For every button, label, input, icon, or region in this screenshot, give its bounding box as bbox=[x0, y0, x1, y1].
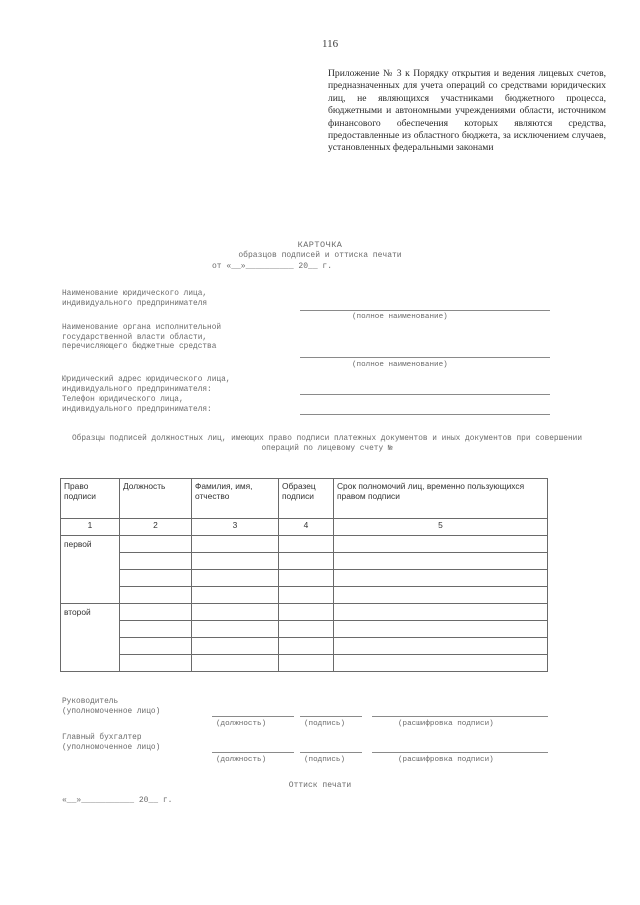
legal-entity-line[interactable] bbox=[300, 310, 550, 311]
table-cell[interactable] bbox=[120, 536, 192, 553]
table-row bbox=[61, 655, 548, 672]
authority-label: Наименование органа исполнительной государственной власти области, перечисляющего бюджетные средства bbox=[62, 324, 222, 351]
table-cell[interactable] bbox=[334, 604, 548, 621]
table-cell[interactable] bbox=[279, 655, 334, 672]
samples-heading: Образцы подписей должностных лиц, имеющих право подписи платежных документов и иных документов при совершении операций по лицевому счету № bbox=[72, 435, 582, 453]
table-cell[interactable] bbox=[334, 570, 548, 587]
accountant-label: Главный бухгалтер (уполномоченное лицо) bbox=[62, 734, 161, 752]
table-cell[interactable] bbox=[279, 536, 334, 553]
col-number: 5 bbox=[334, 519, 548, 536]
table-number-row bbox=[61, 519, 548, 536]
stamp-label: Оттиск печати bbox=[288, 781, 352, 790]
table-cell[interactable] bbox=[279, 570, 334, 587]
accountant-position-line[interactable] bbox=[212, 752, 294, 753]
card-title: КАРТОЧКА bbox=[297, 240, 343, 250]
head-signature-hint: (подпись) bbox=[304, 720, 346, 728]
phone-label: Телефон юридического лица, индивидуального предпринимателя: bbox=[62, 396, 212, 414]
table-cell[interactable] bbox=[279, 604, 334, 621]
table-cell[interactable] bbox=[279, 638, 334, 655]
appendix-note: Приложение № 3 к Порядку открытия и ведения лицевых счетов, предназначенных для учета операций со средствами юридических лиц, не являющихся участниками бюджетного процесса, бюджетными и автономными учреждениями области, источником финансового обеспечения которых являются средства, предоставленные из областного бюджета, за исключением случаев, установленных федеральными законами bbox=[328, 68, 606, 154]
table-header-row bbox=[61, 479, 548, 519]
head-label: Руководитель (уполномоченное лицо) bbox=[62, 698, 161, 716]
header-position: Должность bbox=[120, 479, 192, 519]
table-cell[interactable] bbox=[192, 553, 279, 570]
card-subtitle: образцов подписей и оттиска печати bbox=[238, 251, 402, 260]
col-number: 4 bbox=[279, 519, 334, 536]
table-cell[interactable] bbox=[120, 655, 192, 672]
legal-entity-hint: (полное наименование) bbox=[352, 313, 448, 321]
first-signature-label: первой bbox=[61, 536, 120, 604]
table-row bbox=[61, 536, 548, 553]
head-signature-line[interactable] bbox=[300, 716, 362, 717]
table-cell[interactable] bbox=[334, 638, 548, 655]
table-cell[interactable] bbox=[120, 553, 192, 570]
signatures-table bbox=[60, 478, 548, 672]
table-cell[interactable] bbox=[120, 570, 192, 587]
head-decoding-hint: (расшифровка подписи) bbox=[398, 720, 494, 728]
phone-line[interactable] bbox=[300, 414, 550, 415]
table-row bbox=[61, 638, 548, 655]
table-cell[interactable] bbox=[334, 553, 548, 570]
table-cell[interactable] bbox=[279, 553, 334, 570]
accountant-decoding-hint: (расшифровка подписи) bbox=[398, 756, 494, 764]
head-decoding-line[interactable] bbox=[372, 716, 548, 717]
table-cell[interactable] bbox=[192, 621, 279, 638]
table-cell[interactable] bbox=[192, 655, 279, 672]
col-number: 3 bbox=[192, 519, 279, 536]
table-cell[interactable] bbox=[334, 536, 548, 553]
header-signature-sample: Образец подписи bbox=[279, 479, 334, 519]
accountant-signature-hint: (подпись) bbox=[304, 756, 346, 764]
authority-hint: (полное наименование) bbox=[352, 361, 448, 369]
accountant-signature-line[interactable] bbox=[300, 752, 362, 753]
table-cell[interactable] bbox=[334, 655, 548, 672]
head-position-line[interactable] bbox=[212, 716, 294, 717]
head-position-hint: (должность) bbox=[216, 720, 267, 728]
page-number: 116 bbox=[322, 38, 339, 50]
table-cell[interactable] bbox=[120, 638, 192, 655]
bottom-date: «__»___________ 20__ г. bbox=[62, 796, 173, 805]
table-row bbox=[61, 553, 548, 570]
table-cell[interactable] bbox=[192, 604, 279, 621]
table-row bbox=[61, 587, 548, 604]
table-cell[interactable] bbox=[334, 621, 548, 638]
header-right: Право подписи bbox=[61, 479, 120, 519]
table-row bbox=[61, 570, 548, 587]
col-number: 2 bbox=[120, 519, 192, 536]
table-row bbox=[61, 621, 548, 638]
header-authority-term: Срок полномочий лиц, временно пользующихся правом подписи bbox=[334, 479, 548, 519]
legal-entity-label: Наименование юридического лица, индивидуального предпринимателя bbox=[62, 290, 208, 308]
table-cell[interactable] bbox=[192, 638, 279, 655]
accountant-decoding-line[interactable] bbox=[372, 752, 548, 753]
col-number: 1 bbox=[61, 519, 120, 536]
table-cell[interactable] bbox=[334, 587, 548, 604]
table-cell[interactable] bbox=[192, 587, 279, 604]
address-label: Юридический адрес юридического лица, индивидуального предпринимателя: bbox=[62, 376, 231, 394]
second-signature-label: второй bbox=[61, 604, 120, 672]
table-cell[interactable] bbox=[120, 587, 192, 604]
table-cell[interactable] bbox=[192, 570, 279, 587]
table-cell[interactable] bbox=[192, 536, 279, 553]
header-full-name: Фамилия, имя, отчество bbox=[192, 479, 279, 519]
card-date: от «__»__________ 20__ г. bbox=[212, 262, 333, 271]
accountant-position-hint: (должность) bbox=[216, 756, 267, 764]
table-cell[interactable] bbox=[120, 604, 192, 621]
table-cell[interactable] bbox=[279, 587, 334, 604]
table-cell[interactable] bbox=[120, 621, 192, 638]
address-line[interactable] bbox=[300, 394, 550, 395]
authority-line[interactable] bbox=[300, 357, 550, 358]
table-cell[interactable] bbox=[279, 621, 334, 638]
table-row bbox=[61, 604, 548, 621]
